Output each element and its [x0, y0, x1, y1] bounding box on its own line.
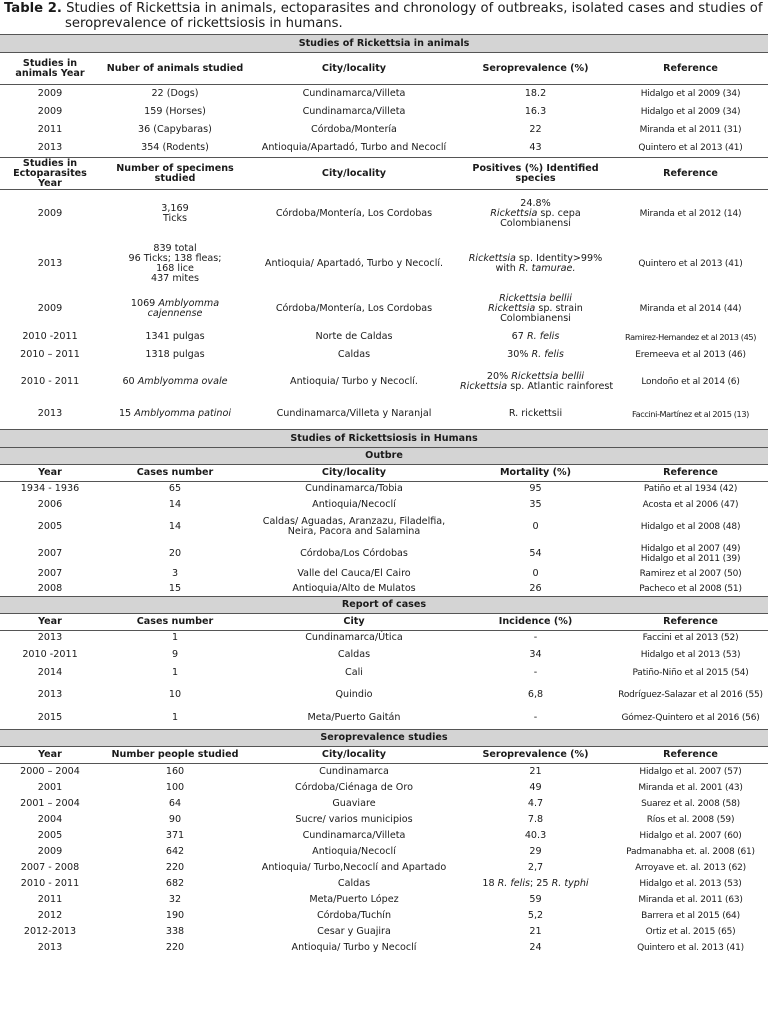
table-row — [0, 190, 768, 238]
cell-city: Córdoba/Montería, Los Cordobas — [275, 207, 433, 219]
table-row — [0, 497, 768, 513]
col-header: Reference — [613, 53, 768, 85]
cell-year: 2010 -2011 — [22, 648, 78, 660]
cell-year: 2009 — [37, 105, 63, 117]
table-row — [0, 780, 768, 796]
cell-city: Córdoba/Montería, Los Cordobas — [275, 302, 433, 314]
cell-city: Córdoba/Montería — [311, 123, 397, 135]
cell-city: Antioquia/Necoclí — [312, 498, 396, 510]
cell-year: 2011 — [37, 123, 63, 135]
col-header: City/locality — [250, 158, 458, 190]
cell-people: 64 — [168, 797, 182, 809]
cell-city: Cundinamarca/Útica — [305, 632, 403, 644]
cell-specimens: 1341 pulgas — [145, 330, 205, 342]
cell-city: Córdoba/Los Córdobas — [300, 547, 408, 559]
table-row — [0, 828, 768, 844]
cell-reference: Rodríguez-Salazar et al 2016 (55) — [618, 689, 763, 700]
cell-city: Cundinamarca/Villeta — [302, 105, 406, 117]
cell-city: Cundinamarca/Tobia — [305, 483, 403, 495]
table-row — [0, 812, 768, 828]
cell-people: 220 — [165, 941, 185, 953]
col-header: Studies in animals Year — [0, 53, 100, 85]
table-row — [0, 513, 768, 541]
table-row — [0, 541, 768, 567]
table-row — [0, 400, 768, 430]
table-row — [0, 664, 768, 682]
cell-positives: Rickettsia sp. Identity>99% with R. tamurae. — [468, 252, 603, 274]
table-row — [0, 764, 768, 780]
cell-cases: 1 — [100, 708, 250, 730]
cell-reference: Miranda et al. 2001 (43) — [638, 782, 743, 793]
cell-incidence: - — [533, 666, 538, 678]
cell-seroprevalence: 16.3 — [524, 105, 547, 117]
table-row — [0, 844, 768, 860]
cell-mortality: 95 — [529, 483, 542, 495]
col-header: City — [250, 614, 458, 631]
cell-city: Antioquia/ Turbo y Necoclí — [291, 941, 417, 953]
cell-people: 90 — [168, 813, 182, 825]
cell-city: Norte de Caldas — [315, 330, 393, 342]
col-header: Cases number — [100, 465, 250, 482]
table-row — [0, 708, 768, 730]
cell-city: Caldas — [337, 648, 371, 660]
col-header: Year — [0, 614, 100, 631]
cell-seroprevalence: 43 — [458, 139, 613, 158]
cell-incidence: - — [533, 632, 538, 644]
col-header: Seroprevalence (%) — [458, 747, 613, 764]
col-header: Nuber of animals studied — [100, 53, 250, 85]
cell-reference: Hidalgo et al 2009 (34) — [640, 88, 741, 99]
cell-city: Antioquia/Alto de Mulatos — [292, 582, 416, 594]
cell-reference: Londoño et al 2014 (6) — [641, 376, 740, 387]
cell-year: 2006 — [37, 498, 63, 510]
table-row — [0, 121, 768, 139]
caption-line-2: seroprevalence of rickettsiosis in humans. — [65, 16, 343, 31]
table-row — [0, 103, 768, 121]
cell-reference: Miranda et al 2014 (44) — [639, 303, 742, 314]
cell-year: 2001 — [37, 781, 63, 793]
cell-animals: 36 (Capybaras) — [138, 123, 212, 135]
subsection-title: Seroprevalence studies — [0, 730, 768, 747]
header-row — [0, 53, 768, 85]
rickettsia-table — [0, 34, 768, 956]
cell-specimens: 1069 Amblyomma cajennense — [130, 297, 220, 319]
cell-seroprevalence: 5,2 — [527, 909, 544, 921]
cell-cases: 9 — [171, 648, 179, 660]
table-row — [0, 924, 768, 940]
cell-city: Meta/Puerto López — [309, 893, 399, 905]
cell-seroprevalence: 21 — [529, 765, 542, 777]
table-row — [0, 328, 768, 346]
cell-reference: Hidalgo et al 2007 (49) Hidalgo et al 2011 (39) — [640, 543, 741, 564]
cell-year: 2010 – 2011 — [20, 348, 80, 360]
cell-reference: Barrera et al 2015 (64) — [641, 910, 740, 921]
cell-year: 1934 - 1936 — [20, 483, 80, 495]
col-header: Studies in Ectoparasites Year — [0, 158, 100, 190]
cell-cases: 20 — [168, 547, 182, 559]
cell-seroprevalence: 18 R. felis; 25 R. typhi — [482, 877, 589, 889]
cell-year: 2004 — [37, 813, 63, 825]
header-row — [0, 614, 768, 631]
cell-positives: 24.8% Rickettsia sp. cepa Colombianensi — [490, 197, 581, 229]
cell-seroprevalence: 7.8 — [527, 813, 544, 825]
header-row — [0, 747, 768, 764]
cell-reference: Ramirez-Hernandez et al 2013 (45) — [625, 331, 757, 342]
cell-city: Antioquia/ Apartadó, Turbo y Necoclí. — [264, 257, 444, 269]
cell-mortality: 35 — [529, 498, 542, 510]
cell-people: 160 — [165, 765, 185, 777]
cell-year: 2015 — [0, 708, 100, 730]
col-header: Year — [0, 465, 100, 482]
cell-year: 2001 – 2004 — [20, 797, 80, 809]
table-row — [0, 290, 768, 328]
cell-year: 2000 – 2004 — [20, 765, 80, 777]
table-row — [0, 892, 768, 908]
header-row — [0, 158, 768, 190]
cell-reference: Hidalgo et al. 2013 (53) — [639, 878, 742, 889]
cell-people: 642 — [165, 845, 185, 857]
table-row — [0, 364, 768, 400]
cell-cases: 10 — [168, 688, 182, 700]
cell-cases: 15 — [168, 582, 182, 594]
cell-people: 32 — [168, 893, 182, 905]
cell-reference: Miranda et al. 2011 (63) — [638, 894, 743, 905]
cell-reference: Hidalgo et al. 2007 (57) — [639, 766, 742, 777]
col-header: Positives (%) Identified species — [458, 158, 613, 190]
cell-mortality: 0 — [532, 520, 539, 532]
cell-people: 338 — [165, 925, 185, 937]
cell-animals: 354 (Rodents) — [100, 139, 250, 158]
cell-reference: Hidalgo et al 2013 (53) — [640, 649, 741, 660]
cell-city: Cundinamarca — [319, 765, 389, 777]
cell-reference: Faccini et al 2013 (52) — [642, 633, 739, 644]
cell-reference: Patiño et al 1934 (42) — [643, 484, 738, 495]
col-header: Number people studied — [100, 747, 250, 764]
cell-people: 220 — [165, 861, 185, 873]
subsection-header-cases — [0, 597, 768, 614]
table-row — [0, 567, 768, 582]
cell-people: 682 — [165, 877, 185, 889]
cell-city: Caldas/ Aguadas, Aranzazu, Filadelfia, Neira, Pacora and Salamina — [262, 515, 446, 537]
col-header: Mortality (%) — [458, 465, 613, 482]
cell-specimens: 1318 pulgas — [145, 348, 205, 360]
subsection-header-outbre — [0, 448, 768, 465]
cell-city: Antioquia/ Turbo y Necoclí. — [290, 375, 418, 387]
cell-reference: Ríos et al. 2008 (59) — [646, 814, 735, 825]
table-row — [0, 908, 768, 924]
cell-reference: Arroyave et. al. 2013 (62) — [635, 862, 746, 873]
col-header: Year — [0, 747, 100, 764]
table-row — [0, 631, 768, 646]
table-row — [0, 860, 768, 876]
cell-year: 2009 — [37, 207, 63, 219]
cell-city: Antioquia/Apartadó, Turbo and Necoclí — [250, 139, 458, 158]
col-header: Number of specimens studied — [100, 158, 250, 190]
cell-cases: 14 — [168, 520, 182, 532]
cell-reference: Acosta et al 2006 (47) — [642, 499, 739, 510]
subsection-header-sero — [0, 730, 768, 747]
section-title: Studies of Rickettsiosis in Humans — [0, 430, 768, 448]
cell-people: 371 — [165, 829, 185, 841]
cell-year: 2011 — [37, 893, 63, 905]
cell-reference: Quintero et al. 2013 (41) — [637, 942, 744, 953]
cell-mortality: 26 — [529, 582, 542, 594]
cell-city: Cali — [345, 666, 363, 678]
cell-year: 2013 — [37, 408, 63, 420]
table-row — [0, 682, 768, 708]
cell-year: 2009 — [37, 87, 63, 99]
cell-city: Córdoba/Tuchín — [316, 909, 392, 921]
cell-reference: Miranda et al 2012 (14) — [639, 208, 742, 219]
cell-specimens: 839 total 96 Ticks; 138 fleas; 168 lice 437 mites — [128, 242, 222, 284]
cell-reference: Ortiz et al. 2015 (65) — [645, 926, 736, 937]
cell-reference: Eremeeva et al 2013 (46) — [635, 349, 746, 360]
cell-cases: 65 — [168, 483, 182, 495]
cell-reference: Gómez-Quintero et al 2016 (56) — [613, 708, 768, 730]
cell-year: 2013 — [37, 941, 63, 953]
header-row — [0, 465, 768, 482]
table-row — [0, 646, 768, 664]
subsection-title: Report of cases — [0, 597, 768, 614]
cell-city: Guaviare — [332, 797, 376, 809]
cell-year: 2013 — [37, 257, 63, 269]
cell-year: 2007 - 2008 — [20, 861, 80, 873]
cell-cases: 1 — [171, 632, 179, 644]
cell-reference: Hidalgo et al. 2007 (60) — [639, 830, 742, 841]
cell-mortality: 54 — [529, 547, 542, 559]
cell-people: 190 — [165, 909, 185, 921]
cell-specimens: 3,169 Ticks — [161, 202, 189, 224]
table-row — [0, 85, 768, 103]
cell-specimens: 15 Amblyomma patinoi — [118, 408, 232, 420]
cell-incidence: 6,8 — [527, 688, 544, 700]
cell-city: Sucre/ varios municipios — [295, 813, 413, 825]
cell-incidence: 34 — [529, 648, 542, 660]
cell-reference: Pacheco et al 2008 (51) — [639, 583, 742, 594]
caption-line-1: Studies of Rickettsia in animals, ectoparasites and chronology of outbreaks, isolated cases and studies of — [66, 1, 763, 16]
cell-seroprevalence: 22 — [529, 123, 542, 135]
cell-reference: Suarez et al. 2008 (58) — [641, 798, 740, 809]
cell-year: 2009 — [37, 302, 63, 314]
cell-positives: R. rickettsii — [508, 408, 563, 420]
cell-reference: Hidalgo et al 2008 (48) — [640, 521, 741, 532]
cell-mortality: 0 — [532, 568, 539, 579]
cell-positives: 20% Rickettsia bellii Rickettsia sp. Atlantic rainforest — [460, 370, 613, 392]
cell-city: Cesar y Guajira — [317, 925, 391, 937]
cell-seroprevalence: 2,7 — [527, 861, 544, 873]
cell-animals: 159 (Horses) — [144, 105, 206, 117]
cell-year: 2010 -2011 — [22, 330, 78, 342]
cell-seroprevalence: 40.3 — [524, 829, 547, 841]
cell-year: 2013 — [37, 632, 63, 644]
col-header: Cases number — [100, 614, 250, 631]
cell-seroprevalence: 4.7 — [527, 797, 544, 809]
cell-cases: 1 — [171, 666, 179, 678]
cell-specimens: 60 Amblyomma ovale — [122, 375, 228, 387]
col-header: City/locality — [250, 53, 458, 85]
cell-cases: 3 — [171, 568, 179, 579]
col-header: Reference — [613, 158, 768, 190]
cell-city: Caldas — [337, 348, 371, 360]
col-header: Incidence (%) — [458, 614, 613, 631]
col-header: City/locality — [250, 747, 458, 764]
cell-positives: 30% R. felis — [507, 348, 564, 360]
cell-year: 2013 — [37, 688, 63, 700]
cell-seroprevalence: 18.2 — [524, 87, 547, 99]
cell-seroprevalence: 21 — [529, 925, 542, 937]
cell-city: Caldas — [337, 877, 371, 889]
cell-positives: Rickettsia bellii Rickettsia sp. strain Colombianensi — [488, 292, 583, 324]
cell-city: Antioquia/ Turbo,Necoclí and Apartado — [261, 861, 447, 873]
cell-year: 2005 — [37, 520, 63, 532]
cell-city: Quindio — [335, 688, 373, 700]
cell-year: 2005 — [37, 829, 63, 841]
cell-reference: Patiño-Niño et al 2015 (54) — [632, 667, 749, 678]
cell-animals: 22 (Dogs) — [151, 87, 199, 99]
cell-reference: Quintero et al 2013 (41) — [613, 139, 768, 158]
table-row — [0, 796, 768, 812]
section-header-humans — [0, 430, 768, 448]
cell-positives: 67 R. felis — [511, 330, 560, 342]
table-row — [0, 139, 768, 158]
cell-seroprevalence: 29 — [529, 845, 542, 857]
cell-city: Valle del Cauca/El Cairo — [297, 568, 411, 579]
cell-year: 2009 — [37, 845, 63, 857]
cell-year: 2007 — [37, 568, 63, 579]
cell-reference: Faccini-Martínez et al 2015 (13) — [632, 409, 749, 420]
caption-label: Table 2. — [4, 1, 62, 16]
col-header: City/locality — [250, 465, 458, 482]
cell-city: Cundinamarca/Villeta — [302, 829, 406, 841]
cell-incidence: - — [458, 708, 613, 730]
table-row — [0, 582, 768, 597]
cell-year: 2010 - 2011 — [20, 877, 80, 889]
cell-reference: Hidalgo et al 2009 (34) — [640, 106, 741, 117]
section-title: Studies of Rickettsia in animals — [0, 35, 768, 53]
cell-people: 100 — [165, 781, 185, 793]
cell-year: 2012 — [37, 909, 63, 921]
cell-year: 2013 — [0, 139, 100, 158]
col-header: Reference — [613, 614, 768, 631]
cell-reference: Padmanabha et. al. 2008 (61) — [626, 846, 755, 857]
table-row — [0, 238, 768, 290]
cell-year: 2012-2013 — [23, 925, 77, 937]
cell-year: 2008 — [37, 582, 63, 594]
cell-city: Cundinamarca/Villeta y Naranjal — [276, 408, 432, 420]
cell-reference: Miranda et al 2011 (31) — [639, 124, 742, 135]
cell-seroprevalence: 59 — [529, 893, 542, 905]
cell-city: Cundinamarca/Villeta — [302, 87, 406, 99]
cell-seroprevalence: 24 — [529, 941, 542, 953]
table-row — [0, 482, 768, 497]
table-row — [0, 346, 768, 364]
cell-year: 2014 — [37, 666, 63, 678]
cell-city: Meta/Puerto Gaitán — [250, 708, 458, 730]
cell-city: Córdoba/Ciénaga de Oro — [295, 781, 413, 793]
cell-year: 2007 — [37, 547, 63, 559]
table-row — [0, 876, 768, 892]
cell-cases: 14 — [168, 498, 182, 510]
cell-seroprevalence: 49 — [529, 781, 542, 793]
col-header: Reference — [613, 747, 768, 764]
table-caption — [0, 0, 768, 34]
subsection-title: Outbre — [0, 448, 768, 465]
cell-reference: Quintero et al 2013 (41) — [638, 258, 743, 269]
cell-reference: Ramirez et al 2007 (50) — [639, 569, 742, 579]
section-header-animals — [0, 35, 768, 53]
col-header: Reference — [613, 465, 768, 482]
col-header: Seroprevalence (%) — [458, 53, 613, 85]
cell-year: 2010 - 2011 — [20, 375, 80, 387]
table-row — [0, 940, 768, 956]
cell-city: Antioquia/Necoclí — [312, 845, 396, 857]
